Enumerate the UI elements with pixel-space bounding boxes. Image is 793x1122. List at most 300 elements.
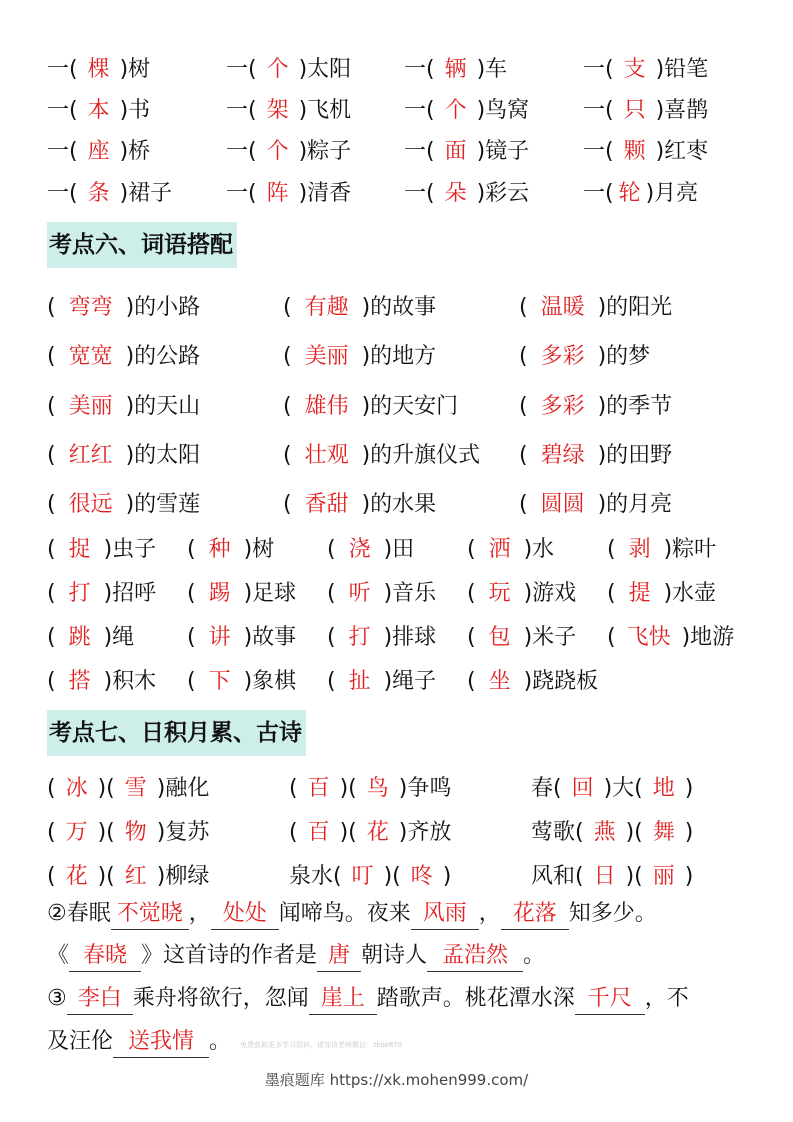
- item-suffix: )足球: [243, 581, 297, 606]
- adj-row: [0, 439, 793, 473]
- adj-item: [519, 488, 672, 522]
- item-suffix: )红枣: [655, 139, 709, 164]
- answer: 壮观: [304, 443, 349, 468]
- answer: 日: [593, 864, 616, 889]
- answer: 燕: [593, 820, 616, 845]
- item-suffix: )铅笔: [655, 57, 709, 82]
- item-prefix: (: [519, 344, 528, 369]
- answer: 架: [266, 98, 289, 123]
- item-suffix: )田: [383, 537, 415, 562]
- watermark: 免费获取更多学习资料，请加该老师微信：zkox870: [240, 1041, 403, 1049]
- verb-item: [327, 577, 436, 611]
- adj-item: [283, 488, 436, 522]
- measure-item: [226, 53, 351, 87]
- poem-text: 朝诗人: [361, 943, 428, 968]
- verb-item: [187, 621, 296, 655]
- item-prefix: (: [607, 537, 616, 562]
- item-suffix: )水: [523, 537, 555, 562]
- item-suffix: )裙子: [119, 181, 173, 206]
- adj-item: [47, 291, 200, 325]
- item-prefix: (: [519, 492, 528, 517]
- fill-blank: 送我情: [113, 1027, 209, 1058]
- item-prefix: 一(: [47, 57, 78, 82]
- adj-item: [283, 390, 458, 424]
- answer: 包: [488, 625, 511, 650]
- measure-row: [0, 53, 793, 87]
- verb-item: [47, 665, 156, 699]
- answer: 听: [348, 581, 371, 606]
- poem-text: 及汪伦: [47, 1029, 114, 1054]
- item-prefix: 一(: [583, 57, 614, 82]
- verb-item: [467, 621, 576, 655]
- item-suffix: )复苏: [156, 820, 210, 845]
- measure-item: [47, 177, 172, 211]
- section-heading: 考点七、日积月累、古诗: [47, 710, 306, 756]
- item-suffix: )桥: [119, 139, 151, 164]
- answer: 跳: [68, 625, 91, 650]
- section-heading: 考点六、词语搭配: [47, 222, 237, 268]
- item-suffix: )的水果: [361, 492, 437, 517]
- fill-blank: 花落: [501, 899, 569, 930]
- adj-item: [47, 439, 200, 473]
- item-suffix: )树: [243, 537, 275, 562]
- item-suffix: )粽子: [298, 139, 352, 164]
- item-prefix: (: [607, 581, 616, 606]
- item-prefix: 一(: [404, 57, 435, 82]
- item-prefix: 一(: [47, 181, 78, 206]
- item-suffix: )的季节: [597, 394, 673, 419]
- answer: 雪: [124, 776, 147, 801]
- item-prefix: (: [327, 537, 336, 562]
- item-suffix: ): [684, 864, 694, 889]
- answer: 种: [208, 537, 231, 562]
- adj-row: [0, 340, 793, 374]
- poem-text: 《: [47, 943, 70, 968]
- measure-item: [226, 94, 351, 128]
- idiom-item: [531, 772, 693, 806]
- answer: 叮: [351, 864, 374, 889]
- answer: 支: [623, 57, 646, 82]
- item-suffix: )跷跷板: [523, 669, 599, 694]
- answer: 多彩: [540, 394, 585, 419]
- answer: 红: [124, 864, 147, 889]
- item-suffix: )树: [119, 57, 151, 82]
- item-prefix: (: [283, 295, 292, 320]
- verb-item: [327, 621, 436, 655]
- measure-row: [0, 94, 793, 128]
- item-prefix: (: [467, 537, 476, 562]
- adj-item: [47, 340, 200, 374]
- poem-text: ②春眠: [47, 901, 111, 926]
- item-suffix: )水壶: [663, 581, 717, 606]
- item-prefix: (: [467, 669, 476, 694]
- item-prefix: 一(: [226, 139, 257, 164]
- answer: 万: [65, 820, 88, 845]
- poem-text: 》这首诗的作者是: [141, 943, 318, 968]
- fill-blank: 崖上: [309, 984, 377, 1015]
- item-suffix: )书: [119, 98, 151, 123]
- idiom-item: [47, 816, 209, 850]
- item-middle: )(: [383, 864, 401, 889]
- answer: 很远: [68, 492, 113, 517]
- answer: 朵: [444, 181, 467, 206]
- item-suffix: )镜子: [476, 139, 530, 164]
- item-prefix: 一(: [583, 139, 614, 164]
- item-suffix: )柳绿: [156, 864, 210, 889]
- item-middle: )(: [97, 776, 115, 801]
- idiom-item: [47, 860, 209, 894]
- answer: 条: [87, 181, 110, 206]
- answer: 个: [266, 139, 289, 164]
- answer: 有趣: [304, 295, 349, 320]
- poem-text: 。: [209, 1029, 232, 1054]
- item-prefix: 风和(: [531, 864, 584, 889]
- item-prefix: (: [327, 669, 336, 694]
- item-suffix: )招呼: [103, 581, 157, 606]
- fill-blank: 孟浩然: [427, 941, 523, 972]
- item-prefix: (: [47, 776, 56, 801]
- answer: 阵: [266, 181, 289, 206]
- item-suffix: )的月亮: [597, 492, 673, 517]
- measure-item: [583, 177, 698, 211]
- answer: 飞快: [626, 625, 671, 650]
- item-suffix: )太阳: [298, 57, 352, 82]
- poem-text: ，: [478, 901, 501, 926]
- idiom-row: [0, 772, 793, 806]
- item-suffix: )彩云: [476, 181, 530, 206]
- item-prefix: (: [187, 537, 196, 562]
- item-suffix: )的公路: [125, 344, 201, 369]
- answer: 咚: [410, 864, 433, 889]
- answer: 玩: [488, 581, 511, 606]
- answer: 辆: [444, 57, 467, 82]
- verb-item: [467, 577, 576, 611]
- verb-item: [467, 665, 598, 699]
- item-middle: )(: [625, 864, 643, 889]
- item-suffix: )鸟窝: [476, 98, 530, 123]
- item-suffix: )的阳光: [597, 295, 673, 320]
- verb-item: [47, 577, 156, 611]
- idiom-item: [47, 772, 209, 806]
- verb-row: [0, 621, 793, 655]
- answer: 碧绿: [540, 443, 585, 468]
- adj-item: [519, 291, 672, 325]
- item-suffix: )的天安门: [361, 394, 459, 419]
- idiom-row: [0, 860, 793, 894]
- item-prefix: (: [47, 581, 56, 606]
- answer: 雄伟: [304, 394, 349, 419]
- idiom-item: [531, 860, 693, 894]
- verb-item: [187, 533, 274, 567]
- item-prefix: (: [283, 492, 292, 517]
- item-prefix: (: [327, 625, 336, 650]
- item-prefix: (: [519, 295, 528, 320]
- answer: 下: [208, 669, 231, 694]
- fill-blank: 风雨: [411, 899, 479, 930]
- poem-text: 。: [523, 943, 546, 968]
- item-suffix: )虫子: [103, 537, 157, 562]
- answer: 提: [628, 581, 651, 606]
- item-prefix: (: [47, 669, 56, 694]
- poem-text: ，不: [644, 986, 689, 1011]
- item-suffix: )象棋: [243, 669, 297, 694]
- item-suffix: )绳: [103, 625, 135, 650]
- answer: 面: [444, 139, 467, 164]
- answer: 搭: [68, 669, 91, 694]
- answer: 剥: [628, 537, 651, 562]
- answer: 坐: [488, 669, 511, 694]
- item-prefix: 一(: [226, 98, 257, 123]
- verb-item: [187, 577, 296, 611]
- item-suffix: )的地方: [361, 344, 437, 369]
- item-prefix: 一(: [47, 98, 78, 123]
- item-suffix: )的田野: [597, 443, 673, 468]
- item-prefix: (: [47, 492, 56, 517]
- item-middle: )大(: [603, 776, 643, 801]
- answer: 花: [366, 820, 389, 845]
- item-prefix: (: [187, 669, 196, 694]
- item-suffix: )的雪莲: [125, 492, 201, 517]
- item-prefix: 一(: [404, 139, 435, 164]
- item-middle: )(: [625, 820, 643, 845]
- idiom-item: [289, 816, 451, 850]
- verb-item: [327, 665, 436, 699]
- item-prefix: (: [47, 394, 56, 419]
- item-prefix: (: [187, 625, 196, 650]
- adj-item: [519, 340, 650, 374]
- answer: 个: [444, 98, 467, 123]
- item-suffix: )飞机: [298, 98, 352, 123]
- item-suffix: )粽叶: [663, 537, 717, 562]
- answer: 讲: [208, 625, 231, 650]
- answer: 物: [124, 820, 147, 845]
- measure-item: [404, 177, 529, 211]
- fill-blank: 唐: [317, 941, 361, 972]
- item-suffix: )的天山: [125, 394, 201, 419]
- measure-item: [47, 135, 150, 169]
- item-suffix: )喜鹊: [655, 98, 709, 123]
- poem-line: [47, 981, 689, 1017]
- answer: 圆圆: [540, 492, 585, 517]
- item-prefix: (: [283, 344, 292, 369]
- answer: 只: [623, 98, 646, 123]
- answer: 丽: [652, 864, 675, 889]
- answer: 鸟: [366, 776, 389, 801]
- adj-row: [0, 291, 793, 325]
- answer: 百: [307, 776, 330, 801]
- item-middle: )(: [97, 820, 115, 845]
- verb-row: [0, 533, 793, 567]
- item-suffix: )融化: [156, 776, 210, 801]
- item-suffix: )游戏: [523, 581, 577, 606]
- answer: 棵: [87, 57, 110, 82]
- item-suffix: )地游: [681, 625, 735, 650]
- adj-row: [0, 390, 793, 424]
- fill-blank: 不觉晓: [111, 899, 189, 930]
- item-middle: )(: [339, 776, 357, 801]
- answer: 多彩: [540, 344, 585, 369]
- measure-item: [226, 135, 351, 169]
- answer: 地: [652, 776, 675, 801]
- item-suffix: )积木: [103, 669, 157, 694]
- item-prefix: (: [519, 394, 528, 419]
- adj-item: [47, 390, 200, 424]
- verb-item: [607, 533, 716, 567]
- item-prefix: (: [47, 443, 56, 468]
- item-suffix: )车: [476, 57, 508, 82]
- fill-blank: 处处: [211, 899, 279, 930]
- item-prefix: 一(: [47, 139, 78, 164]
- item-suffix: )的梦: [597, 344, 651, 369]
- adj-item: [519, 439, 672, 473]
- item-prefix: (: [467, 625, 476, 650]
- poem-text: 乘舟将欲行，忽闻: [132, 986, 309, 1011]
- answer: 美丽: [304, 344, 349, 369]
- item-suffix: )月亮: [645, 181, 699, 206]
- answer: 踢: [208, 581, 231, 606]
- item-suffix: )排球: [383, 625, 437, 650]
- poem-text: 闻啼鸟。夜来: [278, 901, 411, 926]
- idiom-item: [531, 816, 693, 850]
- answer: 舞: [652, 820, 675, 845]
- verb-item: [47, 621, 134, 655]
- item-prefix: (: [467, 581, 476, 606]
- item-suffix: )的小路: [125, 295, 201, 320]
- poem-line: [47, 896, 657, 932]
- verb-item: [187, 665, 296, 699]
- poem-text: 踏歌声。桃花潭水深: [376, 986, 575, 1011]
- item-prefix: (: [283, 443, 292, 468]
- answer: 浇: [348, 537, 371, 562]
- idiom-item: [289, 772, 451, 806]
- answer: 轮: [618, 181, 641, 206]
- answer: 美丽: [68, 394, 113, 419]
- measure-row: [0, 135, 793, 169]
- item-suffix: )的太阳: [125, 443, 201, 468]
- item-prefix: 泉水(: [289, 864, 342, 889]
- verb-item: [47, 533, 156, 567]
- answer: 冰: [65, 776, 88, 801]
- item-prefix: (: [47, 625, 56, 650]
- item-suffix: )绳子: [383, 669, 437, 694]
- poem-text: ③: [47, 986, 67, 1011]
- item-prefix: (: [289, 776, 298, 801]
- adj-item: [283, 340, 436, 374]
- item-suffix: )齐放: [398, 820, 452, 845]
- adj-item: [519, 390, 672, 424]
- verb-item: [467, 533, 554, 567]
- adj-row: [0, 488, 793, 522]
- verb-item: [607, 577, 716, 611]
- measure-item: [47, 53, 150, 87]
- item-prefix: (: [607, 625, 616, 650]
- fill-blank: 千尺: [575, 984, 645, 1015]
- item-suffix: ): [684, 820, 694, 845]
- answer: 花: [65, 864, 88, 889]
- answer: 洒: [488, 537, 511, 562]
- item-suffix: ): [684, 776, 694, 801]
- idiom-item: [289, 860, 451, 894]
- item-suffix: )的升旗仪式: [361, 443, 481, 468]
- item-suffix: )争鸣: [398, 776, 452, 801]
- item-prefix: (: [289, 820, 298, 845]
- verb-row: [0, 665, 793, 699]
- answer: 回: [571, 776, 594, 801]
- item-middle: )(: [97, 864, 115, 889]
- item-prefix: 春(: [531, 776, 562, 801]
- answer: 本: [87, 98, 110, 123]
- item-prefix: 莺歌(: [531, 820, 584, 845]
- answer: 红红: [68, 443, 113, 468]
- item-prefix: 一(: [404, 181, 435, 206]
- answer: 颗: [623, 139, 646, 164]
- item-prefix: 一(: [226, 181, 257, 206]
- footer-link[interactable]: 墨痕题库 https://xk.mohen999.com/: [264, 1071, 529, 1089]
- answer: 弯弯: [68, 295, 113, 320]
- answer: 打: [348, 625, 371, 650]
- item-prefix: (: [47, 537, 56, 562]
- measure-item: [583, 53, 708, 87]
- item-suffix: )故事: [243, 625, 297, 650]
- item-prefix: (: [47, 864, 56, 889]
- adj-item: [283, 439, 480, 473]
- item-suffix: )米子: [523, 625, 577, 650]
- item-suffix: )音乐: [383, 581, 437, 606]
- item-prefix: (: [519, 443, 528, 468]
- adj-item: [47, 488, 200, 522]
- poem-text: ，: [188, 901, 211, 926]
- item-prefix: (: [187, 581, 196, 606]
- adj-item: [283, 291, 436, 325]
- item-prefix: 一(: [226, 57, 257, 82]
- measure-item: [583, 135, 708, 169]
- idiom-row: [0, 816, 793, 850]
- answer: 香甜: [304, 492, 349, 517]
- answer: 座: [87, 139, 110, 164]
- answer: 打: [68, 581, 91, 606]
- answer: 宽宽: [68, 344, 113, 369]
- verb-item: [607, 621, 734, 655]
- answer: 扯: [348, 669, 371, 694]
- measure-item: [47, 94, 150, 128]
- item-prefix: (: [327, 581, 336, 606]
- fill-blank: 春晓: [69, 941, 141, 972]
- item-prefix: (: [47, 295, 56, 320]
- measure-row: [0, 177, 793, 211]
- item-prefix: (: [47, 820, 56, 845]
- item-suffix: ): [442, 864, 452, 889]
- answer: 百: [307, 820, 330, 845]
- measure-item: [404, 135, 529, 169]
- measure-item: [404, 53, 507, 87]
- item-suffix: )清香: [298, 181, 352, 206]
- verb-item: [327, 533, 414, 567]
- item-prefix: 一(: [404, 98, 435, 123]
- poem-line: [47, 938, 545, 974]
- item-prefix: 一(: [583, 98, 614, 123]
- answer: 温暖: [540, 295, 585, 320]
- item-suffix: )的故事: [361, 295, 437, 320]
- answer: 个: [266, 57, 289, 82]
- verb-row: [0, 577, 793, 611]
- item-prefix: 一(: [583, 181, 614, 206]
- item-middle: )(: [339, 820, 357, 845]
- poem-text: 知多少。: [568, 901, 657, 926]
- item-prefix: (: [283, 394, 292, 419]
- measure-item: [404, 94, 529, 128]
- measure-item: [226, 177, 351, 211]
- poem-line: [47, 1024, 231, 1060]
